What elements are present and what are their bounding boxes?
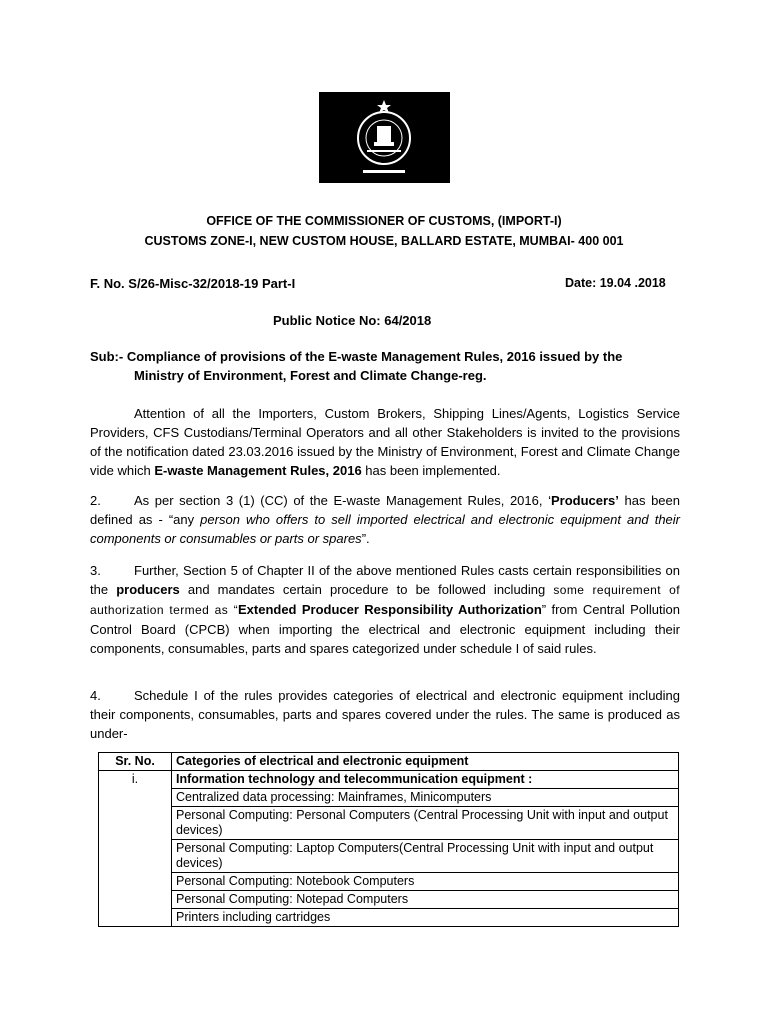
para3-text2: and mandates certain procedure to be followed including — [179, 582, 554, 597]
table-row — [99, 807, 679, 840]
table-row — [99, 789, 679, 807]
paragraph-4 — [90, 686, 680, 743]
header-category: Categories of electrical and electronic equipment — [172, 753, 679, 771]
group-sr-no: i. — [99, 771, 172, 927]
table-cell: Printers including cartridges — [172, 909, 679, 927]
table-row — [99, 891, 679, 909]
para1-tail: has been implemented. — [361, 463, 501, 478]
para2-bold: Producers’ — [550, 493, 619, 508]
table-row — [99, 873, 679, 891]
table-cell: Personal Computing: Personal Computers (Central Processing Unit with input and output devices) — [172, 807, 679, 840]
notice-date: Date: 19.04 .2018 — [565, 276, 666, 290]
para3-small: some requirement of authorization termed as “ — [90, 583, 680, 617]
office-address: CUSTOMS ZONE-I, NEW CUSTOM HOUSE, BALLARD ESTATE, MUMBAI- 400 001 — [144, 234, 624, 248]
table-row — [99, 909, 679, 927]
subject-line2: Ministry of Environment, Forest and Climate Change-reg. — [134, 368, 487, 383]
para3-text3: ” from Central Pollution Control Board (CPCB) when importing the electrical and electronic equipment including their components, consumables, parts and spares categorized under schedule I of said rules. — [90, 602, 680, 656]
para3-bold2: Extended Producer Responsibility Authorization — [237, 602, 542, 617]
para3-number: 3. — [90, 563, 101, 578]
para3-bold1: producers — [116, 582, 180, 597]
table-cell: Personal Computing: Notebook Computers — [172, 873, 679, 891]
paragraph-2 — [90, 491, 680, 548]
para2-text: As per section 3 (1) (CC) of the E-waste Management Rules, 2016, ‘ — [134, 493, 551, 508]
office-name: OFFICE OF THE COMMISSIONER OF CUSTOMS, (IMPORT-I) — [206, 214, 562, 228]
government-emblem-seal — [319, 92, 450, 183]
paragraph-1 — [90, 404, 680, 480]
table-row — [99, 840, 679, 873]
para2-italic: person who offers to sell imported electrical and electronic equipment and their components or consumables or parts or spares — [90, 512, 680, 546]
public-notice-number: Public Notice No: 64/2018 — [273, 313, 432, 328]
header-sr-no: Sr. No. — [99, 753, 172, 771]
emblem-icon — [319, 92, 450, 183]
table-row — [99, 771, 679, 789]
table-cell: Personal Computing: Notepad Computers — [172, 891, 679, 909]
file-number: F. No. S/26-Misc-32/2018-19 Part-I — [90, 276, 296, 291]
table-header-row — [99, 753, 679, 771]
paragraph-3 — [90, 561, 680, 658]
table-cell: Personal Computing: Laptop Computers(Central Processing Unit with input and output devices) — [172, 840, 679, 873]
schedule-table — [98, 752, 679, 927]
table-cell: Centralized data processing: Mainframes, Minicomputers — [172, 789, 679, 807]
para4-number: 4. — [90, 688, 101, 703]
para2-number: 2. — [90, 493, 101, 508]
para4-text: Schedule I of the rules provides categories of electrical and electronic equipment including their components, consumables, parts and spares covered under the rules. The same is produced as under- — [90, 688, 680, 741]
para1-text: Attention of all the Importers, Custom Brokers, Shipping Lines/Agents, Logistics Service Providers, CFS Custodians/Terminal Operators and all other Stakeholders is invited to the provisions of the notification dated 23.03.2016 issued by the Ministry of Environment, Forest and Climate Change vide which — [90, 406, 680, 478]
para1-bold: E-waste Management Rules, 2016 — [154, 463, 362, 478]
para2-tail: ”. — [361, 531, 370, 546]
subject — [90, 347, 680, 385]
subject-line1: Sub:- Compliance of provisions of the E-waste Management Rules, 2016 issued by the — [90, 349, 623, 364]
para3-text: Further, Section 5 of Chapter II of the above mentioned Rules casts certain responsibilities on the — [90, 563, 680, 597]
para2-text2: has been defined as - “any — [90, 493, 680, 527]
group-title: Information technology and telecommunication equipment : — [172, 771, 679, 789]
